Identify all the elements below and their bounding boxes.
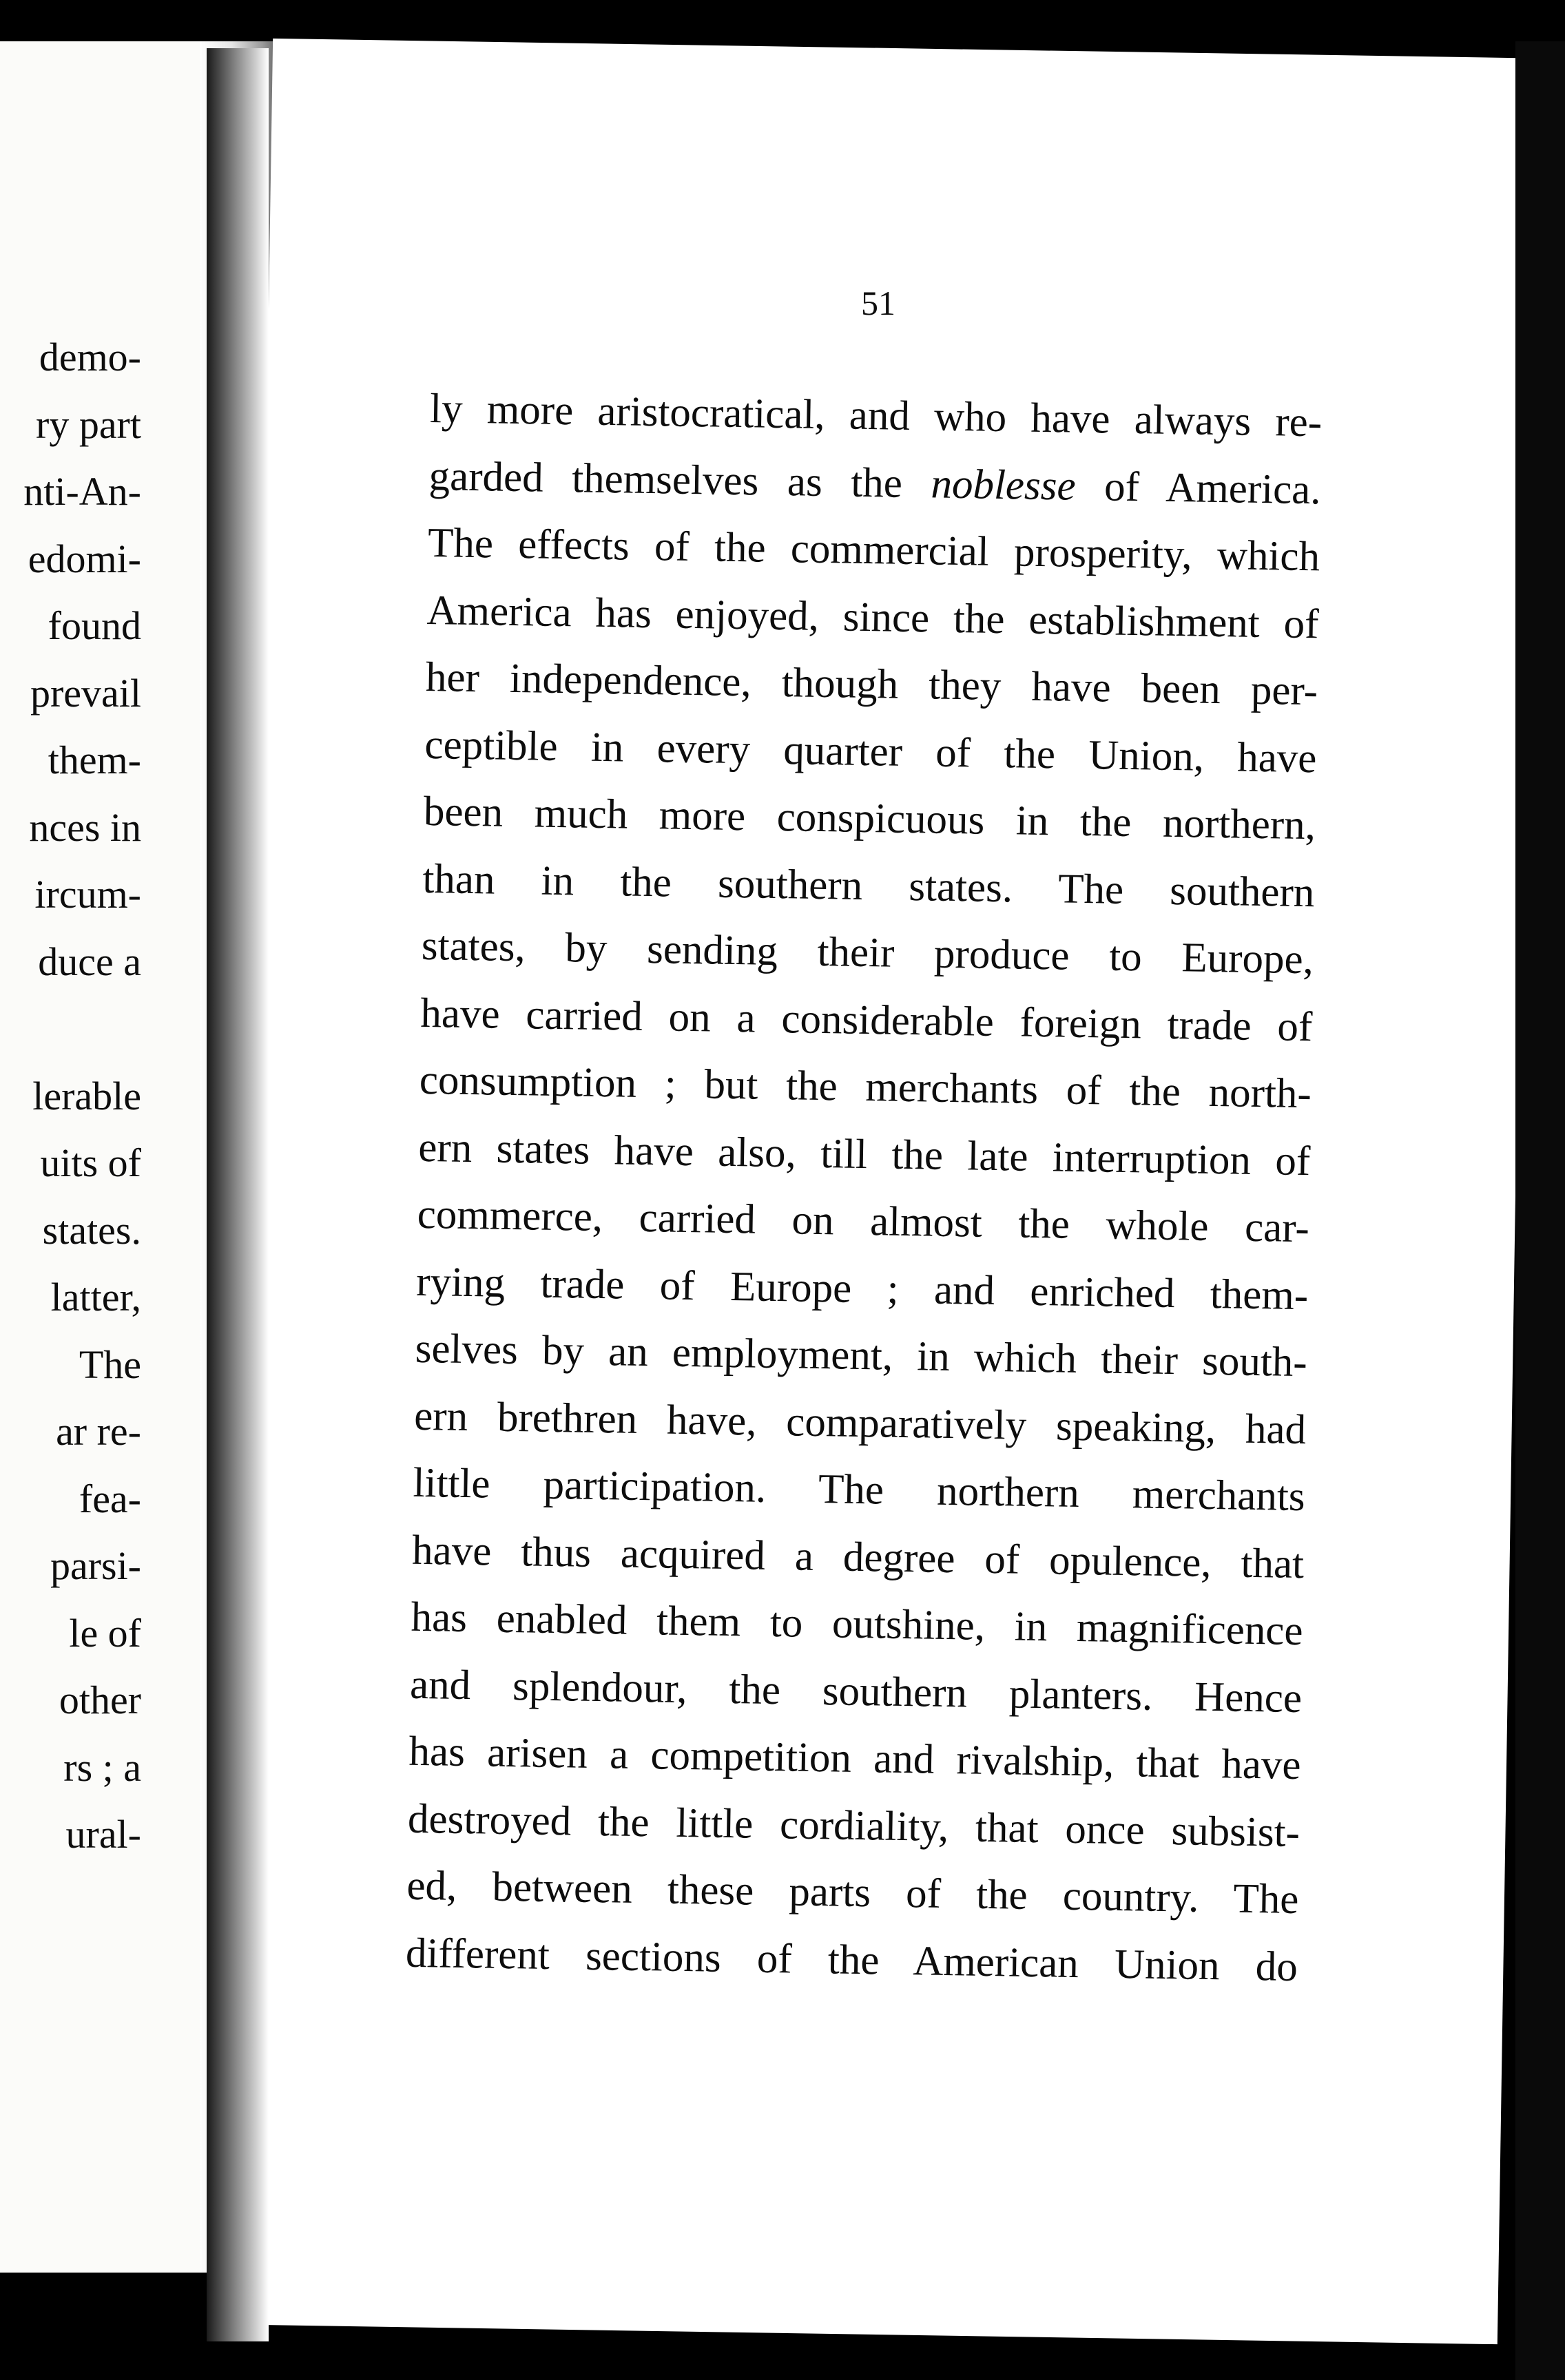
left-page-fragment: ircum- [34,872,141,917]
text-line: ern brethren have, comparatively speaking, had [413,1392,1307,1453]
text-line: has enabled them to outshine, in magnificence [411,1594,1304,1655]
left-page-fragment: demo- [39,335,141,379]
text-line: different sections of the American Union do [405,1930,1298,1990]
text-line: has arisen a competition and rivalship, that have [408,1728,1301,1789]
left-page-fragment: them- [48,738,141,782]
body-text [405,375,1323,2001]
italic-word: noblesse [931,460,1077,510]
left-page-fragment: other [59,1678,141,1722]
text-line: her independence, though they have been per- [425,654,1318,715]
left-page-fragment: fea- [79,1476,141,1521]
text-line: have thus acquired a degree of opulence, that [411,1527,1305,1587]
text-line: commerce, carried on almost the whole car- [417,1191,1310,1252]
text-line: destroyed the little cordiality, that once subsist- [407,1795,1300,1856]
text-line: than in the southern states. The southern [422,855,1315,916]
left-page-fragment: duce a [38,939,141,984]
left-page-fragment: edomi- [28,536,141,581]
left-page-fragment: prevail [30,670,141,716]
left-page-fragment: uits of [40,1140,141,1185]
left-page-fragment: ar re- [56,1409,141,1454]
text-line: America has enjoyed, since the establishment of [426,587,1320,647]
text-line: ed, between these parts of the country. The [406,1862,1299,1923]
text-line: have carried on a considerable foreign trade of [419,990,1313,1050]
text-line: rying trade of Europe ; and enriched them- [415,1258,1309,1319]
left-page-fragment: nces in [29,804,141,850]
text-line: ern states have also, till the late interruption of [417,1124,1311,1184]
left-page-fragment: states. [42,1207,141,1253]
text-line: selves by an employment, in which their south- [415,1325,1308,1386]
right-page-gutter-shadow [207,48,269,2341]
text-line: ly more aristocratical, and who have always re- [429,385,1323,446]
text-segment: of America. [1075,463,1322,513]
text-line: states, by sending their produce to Europe, [421,922,1314,983]
text-line: The effects of the commercial prosperity, which [427,519,1320,581]
left-page-fragment: ry part [36,401,141,447]
text-line: and splendour, the southern planters. Hence [409,1661,1303,1722]
left-page-fragment: parsi- [50,1543,141,1588]
left-page-fragment: le of [69,1610,141,1656]
left-page-fragment: rs ; a [63,1744,141,1790]
page-number: 51 [861,284,895,322]
scan-border-right [1515,41,1565,2380]
text-line: consumption ; but the merchants of the north- [419,1056,1312,1118]
left-page-fragment: The [79,1342,141,1387]
text-line: little participation. The northern merchants [413,1459,1306,1521]
text-line: been much more conspicuous in the northern, [423,788,1316,849]
left-page-fragment: found [48,603,141,648]
left-page-fragment: lerable [32,1073,141,1118]
left-page-fragment: ural- [65,1812,141,1857]
left-page-fragment: nti-An- [23,469,141,514]
text-line: ceptible in every quarter of the Union, have [424,721,1317,782]
text-segment: garded themselves as the [428,452,932,507]
left-page-fragment: latter, [50,1275,141,1319]
